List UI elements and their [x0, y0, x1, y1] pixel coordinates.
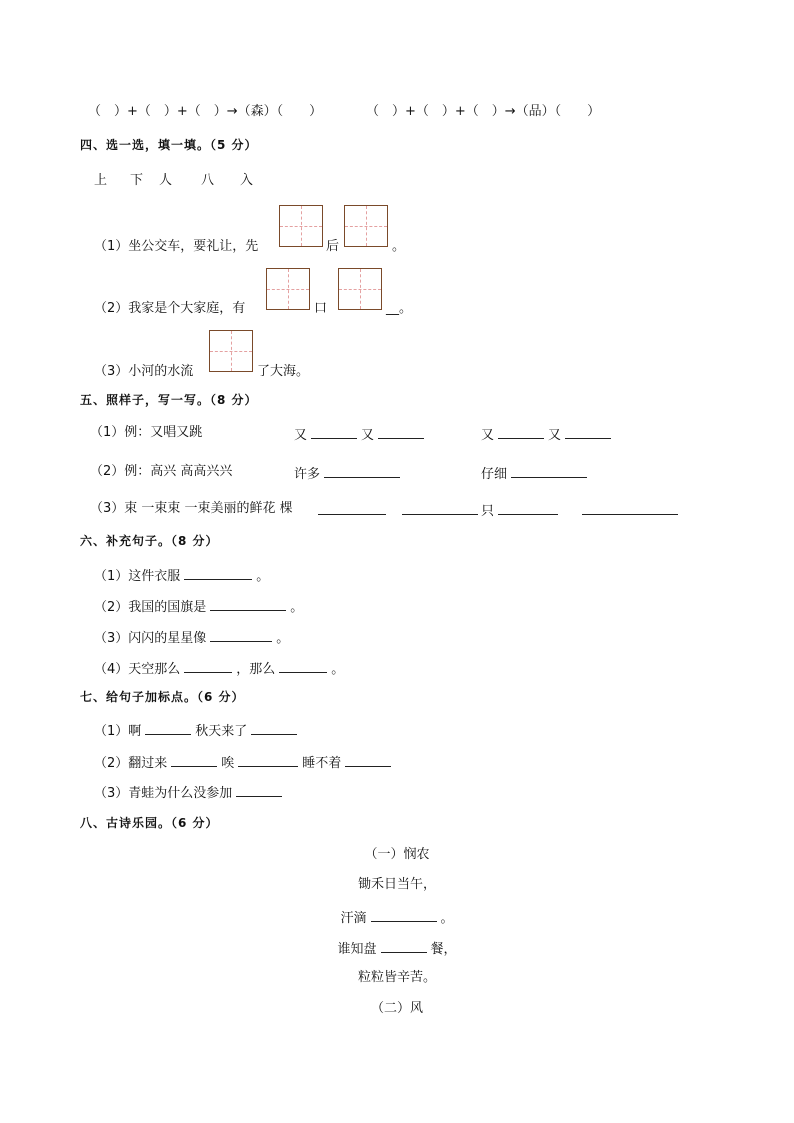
poem-1-line-3-blank[interactable]	[381, 938, 427, 953]
s4-q1-post: 。	[392, 239, 406, 254]
s5-r2-b	[481, 463, 591, 484]
s5-r1-example: （1）例：又唱又跳	[90, 425, 203, 440]
s7-q1-blank-1[interactable]	[145, 720, 191, 735]
s4-q2-post: __。	[386, 301, 413, 316]
s5-r3-blank-1[interactable]	[318, 500, 386, 515]
s7-q1-pre: （1）啊	[94, 724, 142, 739]
s7-q3-blank[interactable]	[236, 782, 282, 797]
section-5-title: 五、照样子，写一写。（8 分）	[80, 393, 258, 407]
s6-q1-post: 。	[256, 569, 270, 584]
s5-r1-b-blank-2[interactable]	[565, 424, 611, 439]
s5-r1-b-word-2: 又	[548, 428, 562, 443]
s7-q2	[94, 752, 395, 773]
poem-1-line-3-pre: 谁知盘	[337, 942, 377, 957]
s5-r1-b-blank-1[interactable]	[498, 424, 544, 439]
poem-1-line-1: 锄禾日当午，	[357, 877, 436, 892]
s7-q2-mid2: 睡不着	[302, 756, 342, 771]
poem-1-line-3-post: 餐，	[430, 942, 457, 957]
choice-char-2: 下	[130, 173, 144, 188]
s4-q1-box-1[interactable]	[279, 205, 323, 247]
s5-r3-b-blank[interactable]	[498, 500, 558, 515]
s6-q4-blank-1[interactable]	[184, 658, 232, 673]
s5-r2-b-blank[interactable]	[511, 463, 587, 478]
s5-r3-b	[481, 500, 562, 521]
s5-r3-blank-2[interactable]	[402, 500, 478, 515]
poem-1-line-4: 粒粒皆辛苦。	[357, 970, 436, 985]
s5-r1-a	[294, 424, 428, 445]
s5-r2-example: （2）例：高兴 高高兴兴	[90, 464, 233, 479]
s5-r3-example: （3）束 一束束 一束美丽的鲜花 棵	[90, 501, 293, 516]
s5-r1-a-word-2: 又	[361, 428, 375, 443]
s6-q4-blank-2[interactable]	[279, 658, 327, 673]
s5-r2-a-blank[interactable]	[324, 463, 400, 478]
s7-q2-pre: （2）翻过来	[94, 756, 168, 771]
s6-q2-blank[interactable]	[210, 596, 286, 611]
s5-r1-a-word-1: 又	[294, 428, 308, 443]
choice-char-4: 八	[201, 173, 215, 188]
s5-r1-a-blank-1[interactable]	[311, 424, 357, 439]
s4-q3-box[interactable]	[209, 330, 253, 372]
top-row-left: （ ）+（ ）+（ ）→（森）（ ）	[88, 104, 323, 119]
s4-q1-text: （1）坐公交车，要礼让，先	[94, 239, 259, 254]
choice-char-3: 人	[159, 173, 173, 188]
s7-q2-blank-2[interactable]	[238, 752, 298, 767]
s6-q4-post: 。	[331, 662, 345, 677]
choice-char-5: 入	[240, 173, 254, 188]
s4-q2-mid: 口	[314, 301, 328, 316]
poem-1-line-2-post: 。	[440, 911, 454, 926]
s6-q3-post: 。	[276, 631, 290, 646]
s6-q1-blank[interactable]	[184, 565, 252, 580]
s7-q2-blank-1[interactable]	[171, 752, 217, 767]
s5-r3-b-word: 只	[481, 504, 495, 519]
s4-q2-box-1[interactable]	[266, 268, 310, 310]
section-7-title: 七、给句子加标点。（6 分）	[80, 690, 245, 704]
s5-r2-a-word: 许多	[294, 467, 321, 482]
section-6-title: 六、补充句子。（8 分）	[80, 534, 219, 548]
section-4-title: 四、选一选，填一填。（5 分）	[80, 138, 258, 152]
s4-q3-text: （3）小河的水流	[94, 364, 194, 379]
s4-q2-box-2[interactable]	[338, 268, 382, 310]
section-8-title: 八、古诗乐园。（6 分）	[80, 816, 219, 830]
s6-q4-pre: （4）天空那么	[94, 662, 181, 677]
s7-q1-blank-2[interactable]	[251, 720, 297, 735]
s5-r3-blank-4[interactable]	[582, 500, 678, 515]
s7-q3	[94, 782, 286, 803]
s4-q3-post: 了大海。	[257, 364, 310, 379]
s4-q1-box-2[interactable]	[344, 205, 388, 247]
s4-q2-text: （2）我家是个大家庭，有	[94, 301, 246, 316]
s6-q4	[94, 658, 344, 679]
s5-r1-b	[481, 424, 615, 445]
poem-1-line-2-blank[interactable]	[371, 907, 437, 922]
poem-1-title: （一）悯农	[364, 847, 430, 862]
s7-q2-blank-3[interactable]	[345, 752, 391, 767]
s4-q1-mid: 后	[326, 239, 340, 254]
s5-r1-a-blank-2[interactable]	[378, 424, 424, 439]
choice-char-1: 上	[94, 173, 108, 188]
s6-q3	[94, 627, 289, 648]
s6-q1	[94, 565, 269, 586]
s6-q1-pre: （1）这件衣服	[94, 569, 181, 584]
s6-q4-mid: ，那么	[236, 662, 276, 677]
s7-q1-mid: 秋天来了	[195, 724, 248, 739]
s5-r2-a	[294, 463, 404, 484]
s6-q2-post: 。	[290, 600, 304, 615]
s6-q2-pre: （2）我国的国旗是	[94, 600, 207, 615]
poem-1-line-3	[0, 938, 794, 959]
poem-2-title: （二）风	[370, 1001, 423, 1016]
s6-q3-blank[interactable]	[210, 627, 272, 642]
s7-q2-mid1: 唉	[221, 756, 235, 771]
s5-r2-b-word: 仔细	[481, 467, 508, 482]
poem-1-line-2-pre: 汗滴	[340, 911, 367, 926]
s7-q1	[94, 720, 301, 741]
s5-r1-b-word-1: 又	[481, 428, 495, 443]
top-row-right: （ ）+（ ）+（ ）→（品）（ ）	[366, 104, 601, 119]
s7-q3-pre: （3）青蛙为什么没参加	[94, 786, 233, 801]
s6-q3-pre: （3）闪闪的星星像	[94, 631, 207, 646]
s6-q2	[94, 596, 303, 617]
poem-1-line-2	[0, 907, 794, 928]
